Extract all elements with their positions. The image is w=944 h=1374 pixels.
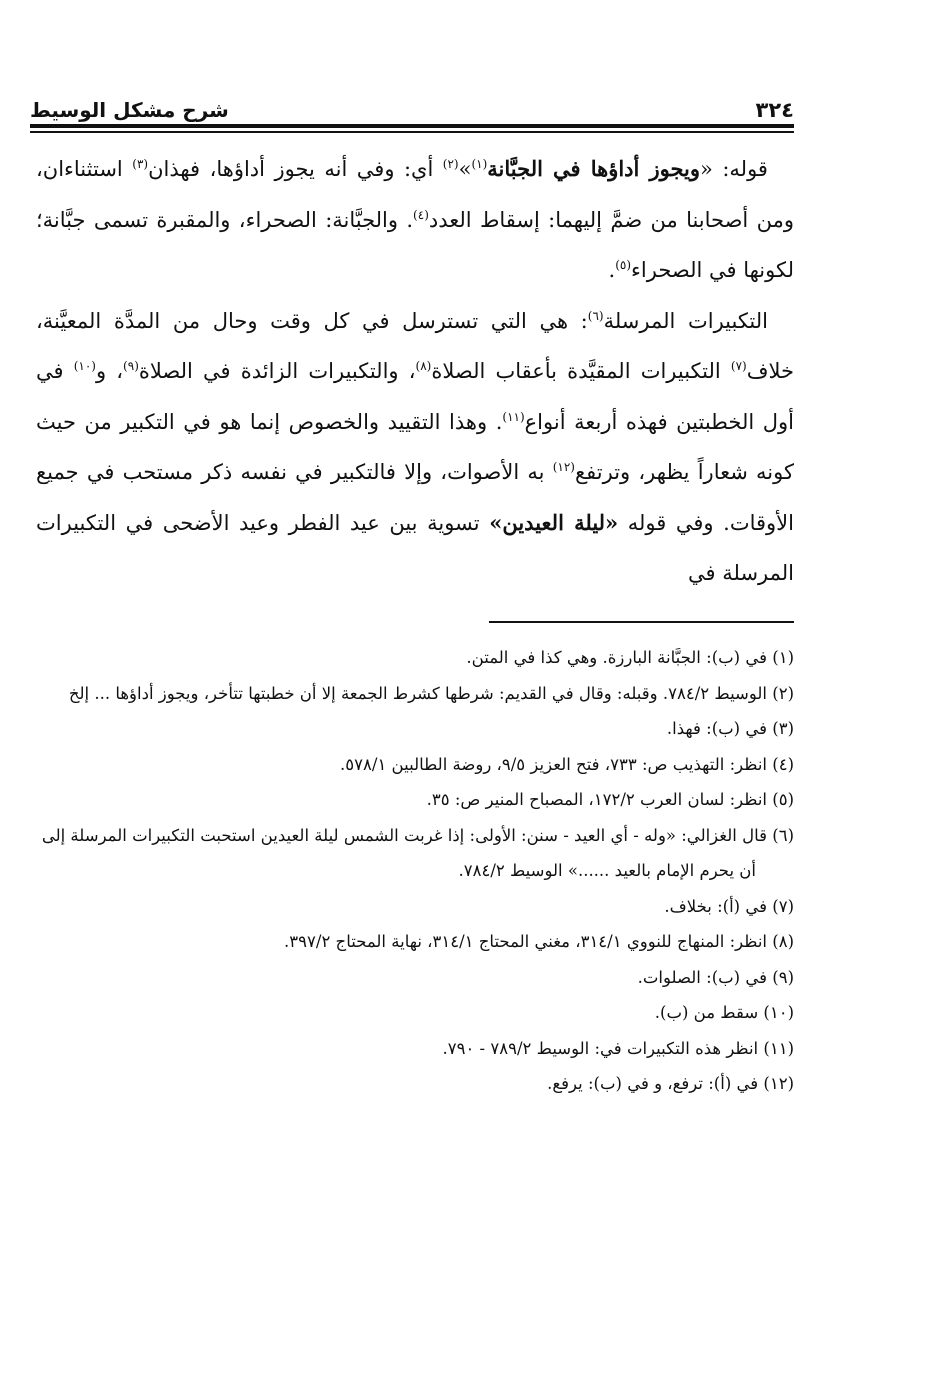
paragraph-1 [36,144,794,296]
text-run: التكبيرات المقيَّدة بأعقاب الصلاة [431,359,731,383]
footnote-ref-6: (٦) [587,308,604,323]
text-run: به الأصوات، وإلا فالتكبير في نفسه ذكر مستحب في جميع الأوقات. وفي قوله [36,460,794,535]
footnote-10: (١٠) سقط من (ب). [654,1003,794,1022]
footnote-2: (٢) الوسيط ٧٨٤/٢. وقبله: وقال في القديم: شرطها كشرط الجمعة إلا أن خطبتها تتأخر، ويجوز أداؤها ... إلخ [68,683,794,703]
text-run: استثناءان، ومن أصحابنا من ضمَّ إليهما: إسقاط العدد [36,157,794,232]
footnote-ref-9: (٩) [123,359,139,373]
footnote-11: (١١) انظر هذه التكبيرات في: الوسيط ٧٨٩/٢ - ٧٩٠. [442,1038,794,1058]
footnotes [36,640,794,1102]
header-rule-thick [30,124,794,128]
footnote-ref-10: (١٠) [73,359,96,373]
footnote-ref-5: (٥) [615,258,632,272]
quoted-text: ويجوز أداؤها في الجبَّانة [487,156,701,181]
footnote-9: (٩) في (ب): الصلوات. [637,967,794,987]
main-text [36,144,794,599]
footnote-4: (٤) انظر: التهذيب ص: ٧٣٣، فتح العزيز ٩/٥، روضة الطالبين ٥٧٨/١. [340,754,794,774]
page-header [30,86,794,122]
footnote-ref-2: (٢) [442,157,459,171]
footnote-12: (١٢) في (أ): ترفع، و في (ب): يرفع. [547,1074,794,1093]
text-run: في أول الخطبتين فهذه أربعة أنواع [36,359,794,434]
footnote-ref-4: (٤) [413,207,429,222]
text-run: قوله: « [700,157,768,181]
footnote-3: (٣) في (ب): فهذا. [666,719,794,738]
footnote-6: (٦) قال الغزالي: «وله - أي العيد - سنن: الأولى: إذا غربت الشمس ليلة العيدين استحبت التكبيرات المرسلة إلى أن يحرم الإمام بالعيد ......» الوسيط ٧٨٤/٢. [41,825,794,880]
text-run: تسوية بين عيد الفطر وعيد الأضحى في التكبيرات المرسلة في [36,510,794,585]
paragraph-2 [36,296,794,599]
header-rule-thin [30,131,794,133]
text-run: أي: وفي أنه يجوز أداؤها، فهذان [148,157,443,181]
footnote-ref-7: (٧) [730,359,747,373]
text-run: : هي التي تسترسل في كل وقت وحال من المدَّة المعيَّنة، خلاف [36,308,794,383]
quoted-text: «ليلة العيدين» [489,509,619,535]
text-run: . والجبَّانة: الصحراء، والمقبرة تسمى جبَّانة؛ لكونها في الصحراء [36,207,794,282]
footnote-ref-3: (٣) [132,157,149,171]
text-run: » [458,157,472,181]
text-run: ، والتكبيرات الزائدة في الصلاة [138,359,416,383]
page-number: ٣٢٤ [755,98,794,122]
text-run: . وهذا التقييد والخصوص إنما هو في التكبير من حيث كونه شعاراً يظهر، وترتفع [36,409,794,484]
footnote-1: (١) في (ب): الجبَّانة البارزة. وهي كذا في المتن. [466,648,794,667]
text-run: ، و [95,359,124,383]
footnote-separator [489,621,794,623]
text-run: . [608,258,616,282]
footnote-ref-1: (١) [471,157,488,171]
footnote-7: (٧) في (أ): بخلاف. [664,896,794,916]
running-title: شرح مشكل الوسيط [30,98,229,122]
footnote-5: (٥) انظر: لسان العرب ١٧٢/٢، المصباح المنير ص: ٣٥. [426,790,794,809]
footnote-ref-8: (٨) [415,359,432,373]
footnote-ref-11: (١١) [502,409,525,424]
footnote-8: (٨) انظر: المنهاج للنووي ٣١٤/١، مغني المحتاج ٣١٤/١، نهاية المحتاج ٣٩٧/٢. [284,932,794,951]
footnote-ref-12: (١٢) [552,460,575,474]
text-run: التكبيرات المرسلة [603,308,768,333]
